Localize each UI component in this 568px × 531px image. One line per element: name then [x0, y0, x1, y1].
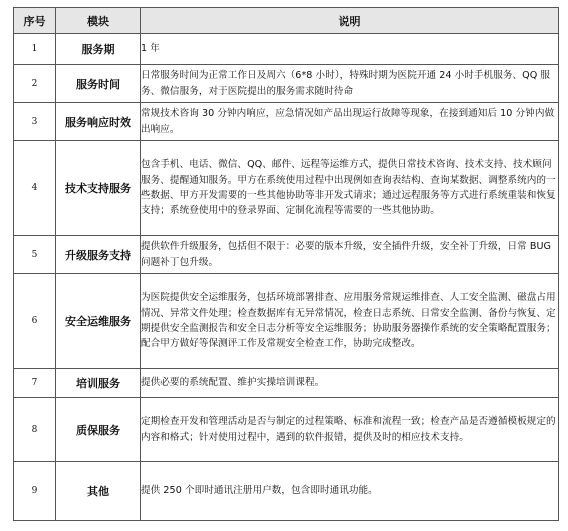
row-description: 提供软件升级服务，包括但不限于：必要的版本升级，安全插件升级，安全补丁升级，日常 BUG 问题补丁包升级。	[141, 236, 559, 274]
table-row	[14, 398, 559, 462]
row-module: 其他	[56, 462, 141, 521]
row-number: 8	[14, 398, 56, 462]
header-description: 说明	[141, 8, 559, 34]
table-row	[14, 103, 559, 141]
table-row	[14, 141, 559, 236]
header-no: 序号	[14, 8, 56, 34]
row-description: 1 年	[141, 34, 559, 65]
row-number: 1	[14, 34, 56, 65]
row-description: 提供 250 个即时通讯注册用户数，包含即时通讯功能。	[141, 462, 559, 521]
row-description: 定期检查开发和管理活动是否与制定的过程策略、标准和流程一致；检查产品是否遵循模板规定的内容和格式；针对使用过程中，遇到的软件报错，提供及时的相应技术支持。	[141, 398, 559, 462]
row-number: 6	[14, 274, 56, 369]
table-row	[14, 369, 559, 398]
row-module: 服务响应时效	[56, 103, 141, 141]
row-description: 提供必要的系统配置、维护实操培训课程。	[141, 369, 559, 398]
table-row	[14, 65, 559, 103]
row-module: 服务期	[56, 34, 141, 65]
table-header-row	[14, 8, 559, 34]
table-row	[14, 34, 559, 65]
row-module: 服务时间	[56, 65, 141, 103]
table-row	[14, 236, 559, 274]
row-module: 质保服务	[56, 398, 141, 462]
row-description: 日常服务时间为正常工作日及周六（6*8 小时），特殊时期为医院开通 24 小时手机服务、QQ 服务、微信服务，对于医院提出的服务需求随时待命	[141, 65, 559, 103]
row-number: 2	[14, 65, 56, 103]
row-number: 9	[14, 462, 56, 521]
row-description: 为医院提供安全运维服务，包括环境部署排查、应用服务常规运维排查、人工安全监测、磁盘占用情况、异常文件处理；检查数据库有无异常情况，检查日志系统、日常安全监测、备份与恢复、定期提供安全监测报告和安全日志分析等安全运维服务；协助服务器操作系统的安全策略配置服务；配合甲方做好等保测评工作及常规安全检查工作，协助完成整改。	[141, 274, 559, 369]
header-module: 模块	[56, 8, 141, 34]
table-row	[14, 462, 559, 521]
row-number: 3	[14, 103, 56, 141]
row-module: 升级服务支持	[56, 236, 141, 274]
table-row	[14, 274, 559, 369]
row-description: 包含手机、电话、微信、QQ、邮件、远程等运维方式，提供日常技术咨询、技术支持、技术顾问服务、提醒通知服务。甲方在系统使用过程中出现例如查询表结构、查询某数据、调整系统内的一些数据、甲方开发需要的一些其他协助等非开发式请求；通过远程服务等方式进行系统重装和恢复支持；系统登使用中的登录界面、定制化流程等需要的一些其他协助。	[141, 141, 559, 236]
row-description: 常规技术咨询 30 分钟内响应，应急情况如产品出现运行故障等现象，在接到通知后 10 分钟内做出响应。	[141, 103, 559, 141]
row-number: 5	[14, 236, 56, 274]
row-module: 培训服务	[56, 369, 141, 398]
row-module: 技术支持服务	[56, 141, 141, 236]
row-number: 7	[14, 369, 56, 398]
row-module: 安全运维服务	[56, 274, 141, 369]
row-number: 4	[14, 141, 56, 236]
service-table	[13, 7, 559, 521]
